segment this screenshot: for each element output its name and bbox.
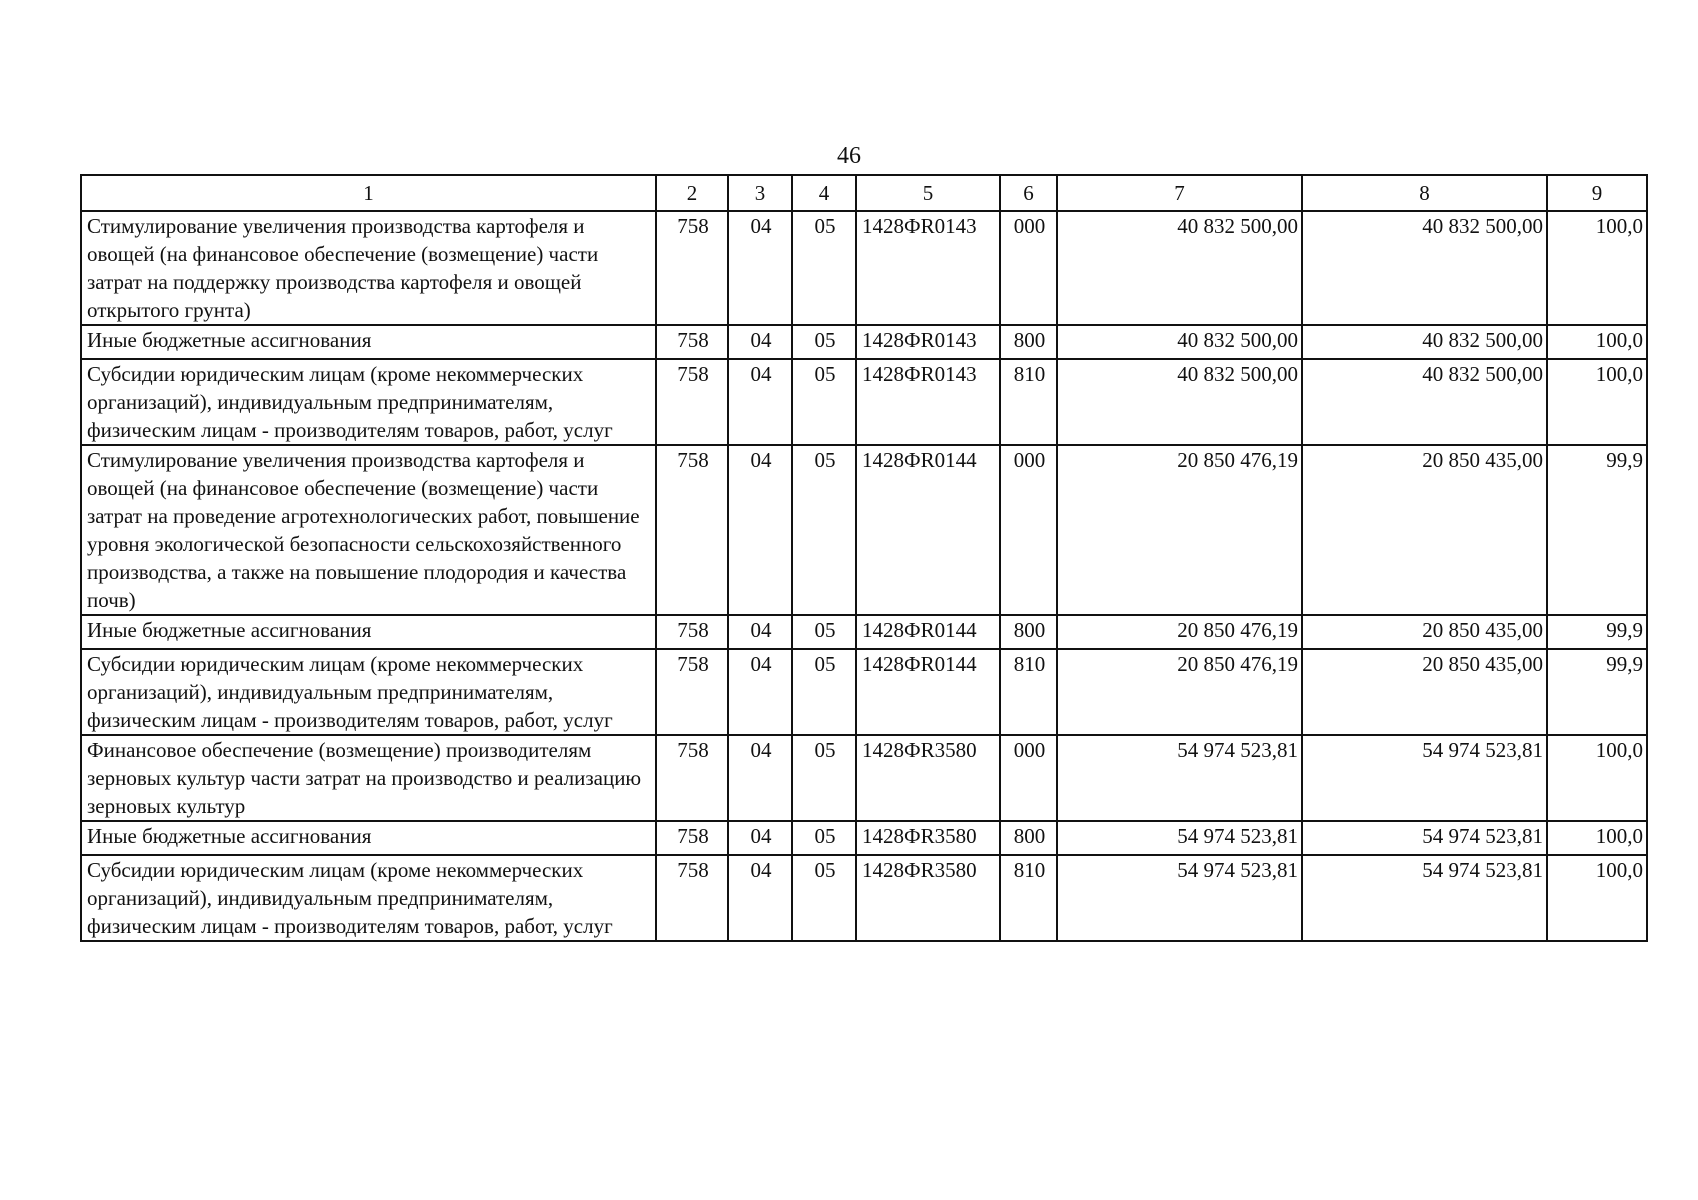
item-name: Стимулирование увеличения производства картофеля и овощей (на финансовое обеспечение (возмещение) части затрат на поддержку производства картофеля и овощей открытого грунта) bbox=[81, 211, 656, 325]
table-row bbox=[81, 735, 1647, 821]
actual-amount: 54 974 523,81 bbox=[1302, 855, 1547, 941]
target-article-code: 1428ФR3580 bbox=[856, 821, 1000, 855]
planned-amount: 20 850 476,19 bbox=[1057, 649, 1302, 735]
grbs-code: 758 bbox=[656, 359, 728, 445]
table-row bbox=[81, 325, 1647, 359]
column-number-header-row bbox=[81, 175, 1647, 211]
target-article-code: 1428ФR0143 bbox=[856, 359, 1000, 445]
subsection-code: 05 bbox=[792, 445, 856, 615]
target-article-code: 1428ФR0144 bbox=[856, 445, 1000, 615]
page-number: 46 bbox=[837, 143, 861, 169]
planned-amount: 40 832 500,00 bbox=[1057, 359, 1302, 445]
section-code: 04 bbox=[728, 735, 792, 821]
planned-amount: 20 850 476,19 bbox=[1057, 445, 1302, 615]
grbs-code: 758 bbox=[656, 445, 728, 615]
item-name: Субсидии юридическим лицам (кроме некоммерческих организаций), индивидуальным предпринимателям, физическим лицам - производителям товаров, работ, услуг bbox=[81, 649, 656, 735]
item-name: Иные бюджетные ассигнования bbox=[81, 615, 656, 649]
item-name: Субсидии юридическим лицам (кроме некоммерческих организаций), индивидуальным предпринимателям, физическим лицам - производителям товаров, работ, услуг bbox=[81, 359, 656, 445]
table-row bbox=[81, 211, 1647, 325]
actual-amount: 54 974 523,81 bbox=[1302, 735, 1547, 821]
section-code: 04 bbox=[728, 649, 792, 735]
section-code: 04 bbox=[728, 445, 792, 615]
table-row bbox=[81, 359, 1647, 445]
item-name: Стимулирование увеличения производства картофеля и овощей (на финансовое обеспечение (возмещение) части затрат на проведение агротехнологических работ, повышение уровня экологической безопасности сельскохозяйственного производства, а также на повышение плодородия и качества почв) bbox=[81, 445, 656, 615]
target-article-code: 1428ФR3580 bbox=[856, 855, 1000, 941]
execution-percent: 99,9 bbox=[1547, 445, 1647, 615]
item-name: Финансовое обеспечение (возмещение) производителям зерновых культур части затрат на производство и реализацию зерновых культур bbox=[81, 735, 656, 821]
expense-type-code: 810 bbox=[1000, 359, 1057, 445]
execution-percent: 100,0 bbox=[1547, 855, 1647, 941]
item-name: Иные бюджетные ассигнования bbox=[81, 325, 656, 359]
table-row bbox=[81, 649, 1647, 735]
actual-amount: 40 832 500,00 bbox=[1302, 325, 1547, 359]
header-cell-1: 1 bbox=[81, 175, 656, 211]
subsection-code: 05 bbox=[792, 211, 856, 325]
subsection-code: 05 bbox=[792, 735, 856, 821]
target-article-code: 1428ФR0144 bbox=[856, 615, 1000, 649]
item-name: Субсидии юридическим лицам (кроме некоммерческих организаций), индивидуальным предпринимателям, физическим лицам - производителям товаров, работ, услуг bbox=[81, 855, 656, 941]
table-row bbox=[81, 855, 1647, 941]
expense-type-code: 810 bbox=[1000, 855, 1057, 941]
subsection-code: 05 bbox=[792, 359, 856, 445]
planned-amount: 20 850 476,19 bbox=[1057, 615, 1302, 649]
target-article-code: 1428ФR0143 bbox=[856, 211, 1000, 325]
section-code: 04 bbox=[728, 855, 792, 941]
planned-amount: 54 974 523,81 bbox=[1057, 821, 1302, 855]
actual-amount: 40 832 500,00 bbox=[1302, 359, 1547, 445]
subsection-code: 05 bbox=[792, 855, 856, 941]
execution-percent: 100,0 bbox=[1547, 211, 1647, 325]
execution-percent: 100,0 bbox=[1547, 821, 1647, 855]
expense-type-code: 800 bbox=[1000, 325, 1057, 359]
target-article-code: 1428ФR0144 bbox=[856, 649, 1000, 735]
header-cell-8: 8 bbox=[1302, 175, 1547, 211]
section-code: 04 bbox=[728, 359, 792, 445]
expense-type-code: 800 bbox=[1000, 821, 1057, 855]
target-article-code: 1428ФR3580 bbox=[856, 735, 1000, 821]
grbs-code: 758 bbox=[656, 821, 728, 855]
actual-amount: 40 832 500,00 bbox=[1302, 211, 1547, 325]
expense-type-code: 000 bbox=[1000, 211, 1057, 325]
execution-percent: 99,9 bbox=[1547, 649, 1647, 735]
header-cell-9: 9 bbox=[1547, 175, 1647, 211]
grbs-code: 758 bbox=[656, 855, 728, 941]
table-row bbox=[81, 445, 1647, 615]
actual-amount: 54 974 523,81 bbox=[1302, 821, 1547, 855]
header-cell-3: 3 bbox=[728, 175, 792, 211]
subsection-code: 05 bbox=[792, 649, 856, 735]
actual-amount: 20 850 435,00 bbox=[1302, 615, 1547, 649]
grbs-code: 758 bbox=[656, 325, 728, 359]
section-code: 04 bbox=[728, 615, 792, 649]
table-row bbox=[81, 821, 1647, 855]
section-code: 04 bbox=[728, 821, 792, 855]
planned-amount: 54 974 523,81 bbox=[1057, 735, 1302, 821]
planned-amount: 54 974 523,81 bbox=[1057, 855, 1302, 941]
execution-percent: 100,0 bbox=[1547, 359, 1647, 445]
subsection-code: 05 bbox=[792, 821, 856, 855]
expense-type-code: 000 bbox=[1000, 445, 1057, 615]
expense-type-code: 000 bbox=[1000, 735, 1057, 821]
expense-type-code: 810 bbox=[1000, 649, 1057, 735]
table-row bbox=[81, 615, 1647, 649]
actual-amount: 20 850 435,00 bbox=[1302, 445, 1547, 615]
header-cell-2: 2 bbox=[656, 175, 728, 211]
budget-execution-table bbox=[80, 174, 1648, 942]
expense-type-code: 800 bbox=[1000, 615, 1057, 649]
subsection-code: 05 bbox=[792, 325, 856, 359]
execution-percent: 100,0 bbox=[1547, 735, 1647, 821]
section-code: 04 bbox=[728, 325, 792, 359]
target-article-code: 1428ФR0143 bbox=[856, 325, 1000, 359]
grbs-code: 758 bbox=[656, 211, 728, 325]
execution-percent: 100,0 bbox=[1547, 325, 1647, 359]
grbs-code: 758 bbox=[656, 735, 728, 821]
header-cell-4: 4 bbox=[792, 175, 856, 211]
header-cell-5: 5 bbox=[856, 175, 1000, 211]
grbs-code: 758 bbox=[656, 649, 728, 735]
header-cell-6: 6 bbox=[1000, 175, 1057, 211]
item-name: Иные бюджетные ассигнования bbox=[81, 821, 656, 855]
planned-amount: 40 832 500,00 bbox=[1057, 325, 1302, 359]
header-cell-7: 7 bbox=[1057, 175, 1302, 211]
subsection-code: 05 bbox=[792, 615, 856, 649]
actual-amount: 20 850 435,00 bbox=[1302, 649, 1547, 735]
execution-percent: 99,9 bbox=[1547, 615, 1647, 649]
planned-amount: 40 832 500,00 bbox=[1057, 211, 1302, 325]
section-code: 04 bbox=[728, 211, 792, 325]
grbs-code: 758 bbox=[656, 615, 728, 649]
